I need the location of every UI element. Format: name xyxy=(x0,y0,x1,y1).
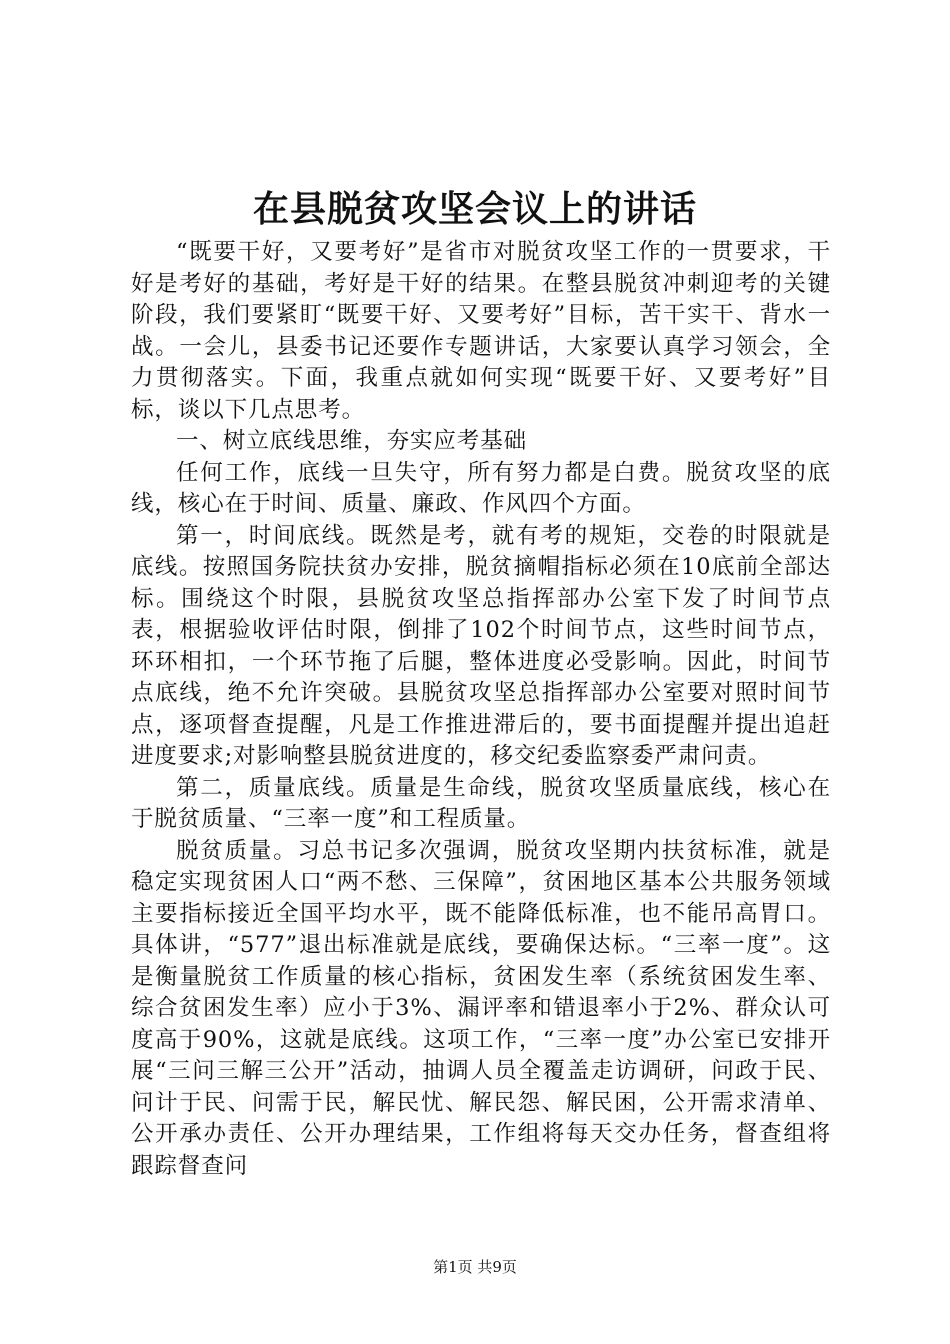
paragraph-bottom-line: 任何工作，底线一旦失守，所有努力都是白费。脱贫攻坚的底线，核心在于时间、质量、廉政、作风四个方面。 xyxy=(131,459,831,517)
paragraph-poverty-quality: 脱贫质量。习总书记多次强调，脱贫攻坚期内扶贫标准，就是稳定实现贫困人口“两不愁、三保障”，贫困地区基本公共服务领域主要指标接近全国平均水平，既不能降低标准，也不能吊高胃口。具体讲，“577”退出标准就是底线，要确保达标。“三率一度”。这是衡量脱贫工作质量的核心指标，贫困发生率（系统贫困发生率、综合贫困发生率）应小于3%、漏评率和错退率小于2%、群众认可度高于90%，这就是底线。这项工作，“三率一度”办公室已安排开展“三问三解三公开”活动，抽调人员全覆盖走访调研，问政于民、问计于民、问需于民，解民忧、解民怨、解民困，公开需求清单、公开承办责任、公开办理结果，工作组将每天交办任务，督查组将跟踪督查问 xyxy=(131,837,831,1179)
paragraph-quality-bottom-line: 第二，质量底线。质量是生命线，脱贫攻坚质量底线，核心在于脱贫质量、“三率一度”和工程质量。 xyxy=(131,774,831,832)
document-title: 在县脱贫攻坚会议上的讲话 xyxy=(252,188,697,230)
document-body xyxy=(131,237,831,1182)
paragraph-time-bottom-line: 第一，时间底线。既然是考，就有考的规矩，交卷的时限就是底线。按照国务院扶贫办安排，脱贫摘帽指标必须在10底前全部达标。围绕这个时限，县脱贫攻坚总指挥部办公室下发了时间节点表，根据验收评估时限，倒排了102个时间节点，这些时间节点，环环相扣，一个环节拖了后腿，整体进度必受影响。因此，时间节点底线，绝不允许突破。县脱贫攻坚总指挥部办公室要对照时间节点，逐项督查提醒，凡是工作推进滞后的，要书面提醒并提出追赶进度要求;对影响整县脱贫进度的，移交纪委监察委严肃问责。 xyxy=(131,522,831,769)
section-heading: 一、树立底线思维，夯实应考基础 xyxy=(176,428,528,454)
paragraph-intro: “既要干好，又要考好”是省市对脱贫攻坚工作的一贯要求，干好是考好的基础，考好是干好的结果。在整县脱贫冲刺迎考的关键阶段，我们要紧盯“既要干好、又要考好”目标，苦干实干、背水一战。一会儿，县委书记还要作专题讲话，大家要认真学习领会，全力贯彻落实。下面，我重点就如何实现“既要干好、又要考好”目标，谈以下几点思考。 xyxy=(131,239,831,423)
page-footer: 第1页 共9页 xyxy=(433,1258,517,1276)
